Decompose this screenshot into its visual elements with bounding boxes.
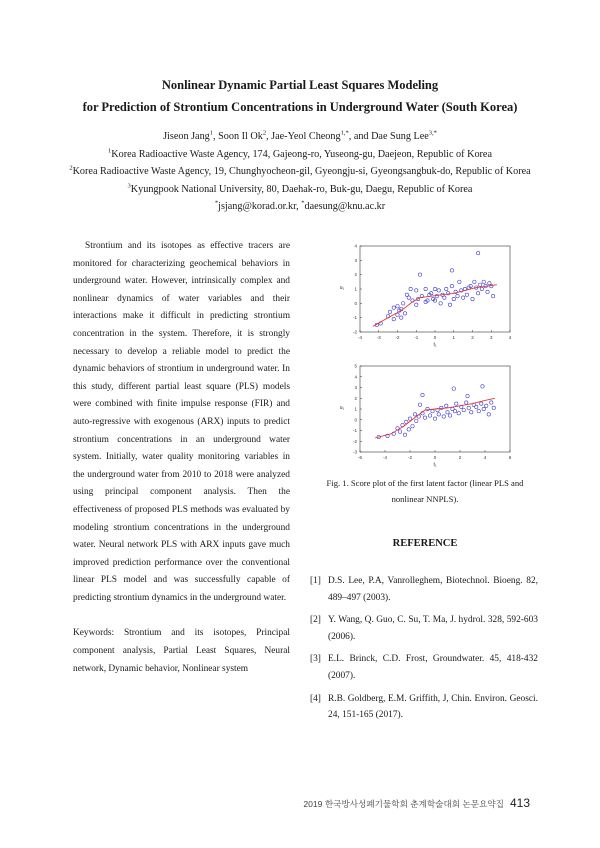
data-point	[450, 269, 453, 272]
y-tick-label: 5	[354, 363, 357, 369]
data-point	[457, 412, 460, 415]
x-tick-label: 1	[452, 335, 456, 340]
y-axis-label: u₁	[339, 405, 345, 411]
y-tick-label: 1	[354, 286, 357, 292]
abstract-column	[73, 238, 290, 678]
data-point	[448, 414, 451, 417]
data-point	[431, 409, 434, 412]
page-footer	[303, 796, 530, 810]
score-plot-linear-pls	[330, 240, 520, 350]
author-sep: , and	[348, 131, 372, 142]
affiliation-sup: 2	[69, 164, 73, 172]
data-point	[403, 312, 406, 315]
data-point	[408, 417, 411, 420]
y-tick-label: -3	[352, 449, 357, 455]
title-line-2: for Prediction of Strontium Concentrations in Underground Water (South Korea)	[82, 100, 518, 114]
data-point	[452, 297, 455, 300]
data-point	[415, 289, 418, 292]
author-name: Dae Sung Lee	[371, 131, 429, 142]
figure-plot-nonlinear	[330, 360, 520, 475]
y-tick-label: -1	[352, 315, 357, 321]
data-point	[423, 416, 426, 419]
data-point	[433, 417, 436, 420]
reference-number: [3]	[310, 654, 321, 665]
data-point	[476, 251, 479, 254]
data-point	[448, 303, 451, 306]
affiliation-sup: 3	[127, 182, 131, 190]
data-point	[450, 284, 453, 287]
data-point	[478, 283, 481, 286]
data-point	[398, 430, 401, 433]
data-point	[392, 306, 395, 309]
affiliation-text: Korea Radioactive Waste Agency, 174, Gajeong-ro, Yuseong-gu, Daejeon, Republic of Korea	[111, 148, 492, 160]
y-tick-label: -2	[352, 329, 357, 335]
keywords: Keywords: Strontium and its isotopes, Principal component analysis, Partial Least Squares, Neural network, Dynamic behavior, Nonlinear system	[73, 628, 290, 674]
data-point	[486, 290, 489, 293]
data-point	[453, 409, 456, 412]
x-tick-label: 4	[508, 335, 512, 340]
y-tick-label: 2	[354, 395, 357, 401]
affiliation-text: Kyungpook National University, 80, Daehak-ro, Buk-gu, Daegu, Republic of Korea	[130, 183, 473, 195]
x-axis-label: t₁	[433, 342, 437, 348]
y-axis-label: u₁	[339, 285, 345, 291]
data-point	[473, 280, 476, 283]
data-point	[456, 294, 459, 297]
y-tick-label: 4	[354, 243, 357, 249]
affiliation-1	[0, 146, 600, 164]
proceedings-title: 2019 한국방사성폐기물학회 춘계학술대회 논문요약집	[303, 799, 504, 809]
figure-plot-linear	[330, 240, 520, 355]
email-2: daesung@knu.ac.kr	[304, 201, 386, 212]
data-point	[445, 404, 448, 407]
data-point	[466, 394, 469, 397]
y-tick-label: 0	[354, 300, 357, 306]
reference-text: D.S. Lee, P.A, Vanrolleghem, Biotechnol. Bioeng. 82, 489–497 (2003).	[328, 576, 538, 603]
author-sep: ,	[266, 131, 272, 142]
data-point	[465, 401, 468, 404]
x-tick-label: -4	[382, 455, 388, 460]
author-sep: ,	[213, 131, 219, 142]
email-mark: *	[214, 199, 219, 207]
paper-title	[0, 74, 600, 118]
data-point	[462, 408, 465, 411]
data-point	[392, 317, 395, 320]
author-name: Jae-Yeol Cheong	[271, 131, 341, 142]
data-point	[439, 302, 442, 305]
author-sup: 2	[262, 129, 267, 137]
reference-text: E.L. Brinck, C.D. Frost, Groundwater. 45, 418-432 (2007).	[328, 654, 538, 681]
data-point	[482, 280, 485, 283]
author-name: Soon Il Ok	[218, 131, 263, 142]
reference-number: [4]	[310, 693, 321, 704]
data-point	[492, 406, 495, 409]
data-point	[411, 425, 414, 428]
data-point	[428, 414, 431, 417]
y-tick-label: -2	[352, 438, 357, 444]
data-point	[475, 405, 478, 408]
data-point	[418, 273, 421, 276]
abstract-text: Strontium and its isotopes as effective tracers are monitored for characterizing geochemical behaviors in underground water. However, intrinsically complex and nonlinear dynamics of water variables and their interactions make it difficult in predicting strontium concentration in the system. Therefore, it is strongly necessary to develop a reliable model to predict the dynamic behaviors of strontium in underground water. In this study, different partial least square (PLS) models were combined with finite impulse response (FIR) and auto-regressive with exogenous (ARX) inputs to predict strontium concentrations in an underground water system. Initially, water quality monitoring variables in the underground water from 2010 to 2018 were analyzed using principal component analysis. Then the effectiveness of proposed PLS methods was evaluated by modeling strontium concentrations in the underground water. Neural network PLS with ARX inputs gave much improved prediction performance over the conventional linear PLS model and was successfully capable of predicting strontium dynamics in the underground water.	[73, 241, 290, 603]
y-tick-label: 4	[354, 374, 357, 380]
data-point	[413, 413, 416, 416]
score-plot-nonlinear-nnpls	[330, 360, 520, 470]
data-point	[458, 280, 461, 283]
affiliation-sup: 1	[108, 147, 112, 155]
data-point	[396, 305, 399, 308]
author-block	[0, 128, 600, 216]
data-point	[487, 413, 490, 416]
affiliation-text: Korea Radioactive Waste Agency, 19, Chunghyocheon-gil, Gyeongju-si, Gyeongsangbuk-do, Republic of Korea	[72, 166, 531, 177]
x-tick-label: 2	[471, 335, 474, 340]
email-1: jsjang@korad.or.kr	[218, 201, 297, 212]
plot-frame	[360, 246, 510, 332]
data-point	[455, 402, 458, 405]
x-tick-label: -3	[376, 335, 381, 340]
figure-caption: Fig. 1. Score plot of the first latent factor (linear PLS and nonlinear NNPLS).	[326, 478, 524, 504]
data-point	[433, 287, 436, 290]
data-point	[470, 411, 473, 414]
reference-number: [2]	[310, 615, 321, 626]
data-point	[446, 411, 449, 414]
reference-item	[310, 651, 538, 684]
data-point	[421, 393, 424, 396]
x-tick-label: 2	[458, 455, 462, 460]
x-tick-label: 0	[433, 335, 437, 340]
data-point	[443, 296, 446, 299]
data-point	[418, 403, 421, 406]
x-tick-label: -4	[357, 335, 363, 340]
data-point	[452, 387, 455, 390]
data-point	[400, 316, 403, 319]
data-point	[407, 296, 410, 299]
data-point	[471, 297, 474, 300]
data-point	[485, 404, 488, 407]
email-mark: *	[301, 199, 305, 207]
author-sup: 3,*	[428, 129, 437, 137]
x-tick-label: 4	[483, 455, 487, 460]
author-sup: 1	[209, 129, 214, 137]
data-point	[437, 289, 440, 292]
data-point	[481, 385, 484, 388]
email-sep: ,	[296, 201, 302, 212]
data-point	[437, 413, 440, 416]
data-point	[409, 287, 412, 290]
data-point	[461, 296, 464, 299]
y-tick-label: 3	[354, 257, 357, 263]
author-name: Jiseon Jang	[163, 131, 210, 142]
data-point	[442, 415, 445, 418]
y-tick-label: -1	[352, 428, 357, 433]
data-point	[401, 302, 404, 305]
reference-text: Y. Wang, Q. Guo, C. Su, T. Ma, J. hydrol. 328, 592-603 (2006).	[328, 615, 538, 642]
reference-text: R.B. Goldberg, E.M. Griffith, J, Chin. Environ. Geosci. 24, 151-165 (2017).	[328, 693, 538, 721]
data-point	[445, 287, 448, 290]
data-point	[415, 303, 418, 306]
affiliation-3	[0, 181, 600, 199]
data-point	[403, 433, 406, 436]
page-number: 413	[509, 796, 530, 810]
y-tick-label: 0	[354, 417, 357, 423]
data-point	[480, 402, 483, 405]
reference-item	[310, 573, 538, 606]
x-tick-label: -6	[357, 455, 363, 460]
email-line	[0, 198, 600, 216]
data-point	[407, 428, 410, 431]
data-point	[490, 401, 493, 404]
x-tick-label: 3	[489, 335, 493, 340]
data-point	[491, 294, 494, 297]
y-tick-label: 1	[354, 406, 357, 412]
data-point	[476, 292, 479, 295]
author-sup: 1,*	[340, 129, 349, 137]
data-point	[467, 406, 470, 409]
title-line-1: Nonlinear Dynamic Partial Least Squares Modeling	[161, 78, 439, 92]
reference-list	[310, 573, 538, 730]
reference-item	[310, 612, 538, 645]
x-tick-label: -1	[414, 335, 419, 340]
data-point	[465, 293, 468, 296]
data-point	[424, 287, 427, 290]
reference-item	[310, 691, 538, 724]
x-axis-label: t₁	[433, 462, 437, 468]
x-tick-label: -2	[395, 335, 400, 340]
data-point	[482, 407, 485, 410]
x-tick-label: 0	[433, 455, 437, 460]
reference-heading: REFERENCE	[392, 538, 458, 549]
data-point	[388, 310, 391, 313]
x-tick-label: -2	[407, 455, 413, 460]
y-tick-label: 2	[354, 272, 357, 278]
x-tick-label: 6	[508, 455, 512, 460]
data-point	[477, 409, 480, 412]
author-list	[0, 128, 600, 146]
y-tick-label: 3	[354, 385, 357, 390]
data-point	[480, 287, 483, 290]
affiliation-2	[0, 163, 600, 181]
reference-number: [1]	[310, 576, 321, 586]
data-point	[415, 419, 418, 422]
